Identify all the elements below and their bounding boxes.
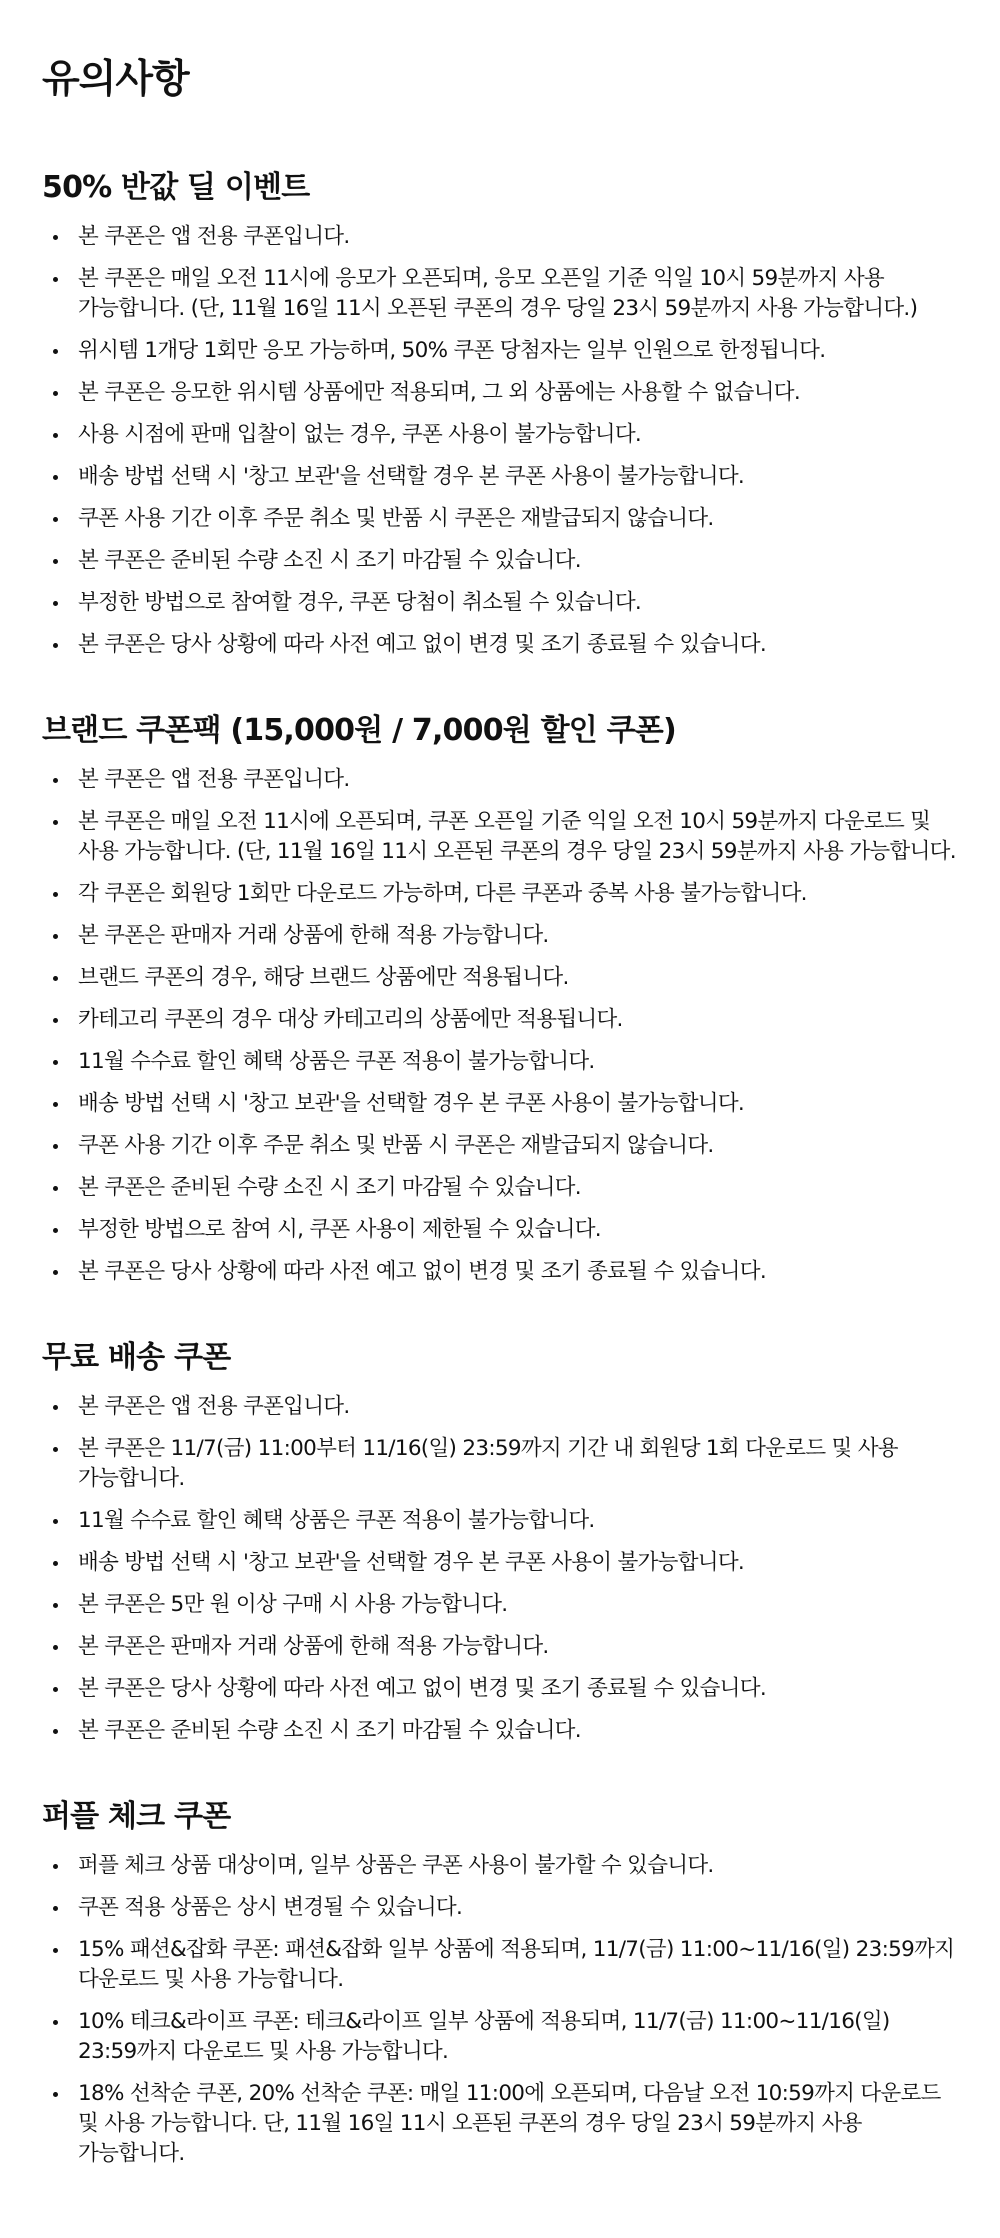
bullet-icon bbox=[53, 2092, 58, 2097]
notice-item-text: 본 쿠폰은 앱 전용 쿠폰입니다. bbox=[78, 224, 350, 249]
section-title: 브랜드 쿠폰팩 (15,000원 / 7,000원 할인 쿠폰) bbox=[42, 713, 676, 748]
bullet-icon bbox=[53, 1186, 58, 1191]
bullet-icon bbox=[53, 235, 58, 240]
bullet-icon bbox=[53, 1864, 58, 1869]
notice-item bbox=[42, 588, 958, 618]
notice-item-text: 본 쿠폰은 당사 상황에 따라 사전 예고 없이 변경 및 조기 종료될 수 있습니다. bbox=[78, 632, 766, 657]
bullet-icon bbox=[53, 934, 58, 939]
notice-item bbox=[42, 921, 958, 951]
bullet-icon bbox=[53, 433, 58, 438]
notice-item-text: 카테고리 쿠폰의 경우 대상 카테고리의 상품에만 적용됩니다. bbox=[78, 1007, 623, 1032]
bullet-icon bbox=[53, 1060, 58, 1065]
bullet-icon bbox=[53, 601, 58, 606]
notice-item-text: 본 쿠폰은 응모한 위시템 상품에만 적용되며, 그 외 상품에는 사용할 수 없습니다. bbox=[78, 380, 800, 405]
notice-item-text: 부정한 방법으로 참여 시, 쿠폰 사용이 제한될 수 있습니다. bbox=[78, 1217, 601, 1242]
notice-item bbox=[42, 504, 958, 534]
bullet-icon bbox=[53, 892, 58, 897]
notice-item-text: 본 쿠폰은 판매자 거래 상품에 한해 적용 가능합니다. bbox=[78, 1634, 549, 1659]
bullet-icon bbox=[53, 1102, 58, 1107]
bullet-icon bbox=[53, 1603, 58, 1608]
notice-item-text: 본 쿠폰은 준비된 수량 소진 시 조기 마감될 수 있습니다. bbox=[78, 548, 581, 573]
notice-list bbox=[42, 1851, 958, 2169]
bullet-icon bbox=[53, 2020, 58, 2025]
notice-item bbox=[42, 462, 958, 492]
notice-item bbox=[42, 1716, 958, 1746]
notice-item-text: 10% 테크&라이프 쿠폰: 테크&라이프 일부 상품에 적용되며, 11/7(금) 11:00~11/16(일) 23:59까지 다운로드 및 사용 가능합니다. bbox=[78, 2009, 890, 2064]
notice-item bbox=[42, 1632, 958, 1662]
notice-item bbox=[42, 336, 958, 366]
notice-item bbox=[42, 765, 958, 795]
notice-item-text: 본 쿠폰은 11/7(금) 11:00부터 11/16(일) 23:59까지 기간 내 회원당 1회 다운로드 및 사용 가능합니다. bbox=[78, 1436, 898, 1491]
notice-item bbox=[42, 1173, 958, 1203]
notice-item-text: 본 쿠폰은 당사 상황에 따라 사전 예고 없이 변경 및 조기 종료될 수 있습니다. bbox=[78, 1676, 766, 1701]
notice-item bbox=[42, 1434, 958, 1494]
notice-item-text: 본 쿠폰은 앱 전용 쿠폰입니다. bbox=[78, 767, 350, 792]
bullet-icon bbox=[53, 1948, 58, 1953]
notice-item bbox=[42, 879, 958, 909]
notice-item-text: 배송 방법 선택 시 '창고 보관'을 선택할 경우 본 쿠폰 사용이 불가능합니다. bbox=[78, 1091, 745, 1116]
notice-list bbox=[42, 1392, 958, 1746]
bullet-icon bbox=[53, 820, 58, 825]
notice-item-text: 각 쿠폰은 회원당 1회만 다운로드 가능하며, 다른 쿠폰과 중복 사용 불가능합니다. bbox=[78, 881, 807, 906]
notice-item bbox=[42, 1590, 958, 1620]
notice-item bbox=[42, 1674, 958, 1704]
bullet-icon bbox=[53, 391, 58, 396]
bullet-icon bbox=[53, 1687, 58, 1692]
notice-item bbox=[42, 630, 958, 660]
bullet-icon bbox=[53, 559, 58, 564]
notice-item-text: 브랜드 쿠폰의 경우, 해당 브랜드 상품에만 적용됩니다. bbox=[78, 965, 569, 990]
notice-item-text: 배송 방법 선택 시 '창고 보관'을 선택할 경우 본 쿠폰 사용이 불가능합니다. bbox=[78, 1550, 745, 1575]
bullet-icon bbox=[53, 1645, 58, 1650]
bullet-icon bbox=[53, 778, 58, 783]
notice-item bbox=[42, 1005, 958, 1035]
bullet-icon bbox=[53, 1270, 58, 1275]
notice-item-text: 본 쿠폰은 당사 상황에 따라 사전 예고 없이 변경 및 조기 종료될 수 있습니다. bbox=[78, 1259, 766, 1284]
notice-item bbox=[42, 1392, 958, 1422]
notice-section bbox=[42, 166, 958, 660]
notice-item-text: 부정한 방법으로 참여할 경우, 쿠폰 당첨이 취소될 수 있습니다. bbox=[78, 590, 642, 615]
notice-list bbox=[42, 222, 958, 660]
notice-item-text: 위시템 1개당 1회만 응모 가능하며, 50% 쿠폰 당첨자는 일부 인원으로 한정됩니다. bbox=[78, 338, 826, 363]
notice-item bbox=[42, 264, 958, 324]
bullet-icon bbox=[53, 277, 58, 282]
bullet-icon bbox=[53, 1018, 58, 1023]
bullet-icon bbox=[53, 475, 58, 480]
notice-section bbox=[42, 1336, 958, 1746]
bullet-icon bbox=[53, 643, 58, 648]
bullet-icon bbox=[53, 1729, 58, 1734]
notice-item-text: 쿠폰 적용 상품은 상시 변경될 수 있습니다. bbox=[78, 1895, 463, 1920]
notice-item-text: 11월 수수료 할인 혜택 상품은 쿠폰 적용이 불가능합니다. bbox=[78, 1049, 595, 1074]
bullet-icon bbox=[53, 349, 58, 354]
notice-item-text: 쿠폰 사용 기간 이후 주문 취소 및 반품 시 쿠폰은 재발급되지 않습니다. bbox=[78, 1133, 714, 1158]
notice-item bbox=[42, 2079, 958, 2169]
notice-item-text: 쿠폰 사용 기간 이후 주문 취소 및 반품 시 쿠폰은 재발급되지 않습니다. bbox=[78, 506, 714, 531]
notice-item bbox=[42, 1215, 958, 1245]
notice-item-text: 배송 방법 선택 시 '창고 보관'을 선택할 경우 본 쿠폰 사용이 불가능합니다. bbox=[78, 464, 745, 489]
notice-item-text: 본 쿠폰은 준비된 수량 소진 시 조기 마감될 수 있습니다. bbox=[78, 1175, 581, 1200]
section-title: 퍼플 체크 쿠폰 bbox=[42, 1799, 231, 1834]
notice-item-text: 사용 시점에 판매 입찰이 없는 경우, 쿠폰 사용이 불가능합니다. bbox=[78, 422, 642, 447]
notice-item bbox=[42, 1935, 958, 1995]
notice-sections bbox=[42, 166, 958, 2169]
bullet-icon bbox=[53, 1144, 58, 1149]
notice-item bbox=[42, 546, 958, 576]
notice-item-text: 본 쿠폰은 5만 원 이상 구매 시 사용 가능합니다. bbox=[78, 1592, 508, 1617]
bullet-icon bbox=[53, 517, 58, 522]
notice-item bbox=[42, 1257, 958, 1287]
notice-item bbox=[42, 2007, 958, 2067]
notice-item bbox=[42, 1506, 958, 1536]
notice-item-text: 15% 패션&잡화 쿠폰: 패션&잡화 일부 상품에 적용되며, 11/7(금) 11:00~11/16(일) 23:59까지 다운로드 및 사용 가능합니다. bbox=[78, 1937, 955, 1992]
notice-item bbox=[42, 420, 958, 450]
notice-list bbox=[42, 765, 958, 1287]
section-title: 50% 반값 딜 이벤트 bbox=[42, 170, 310, 205]
notice-item bbox=[42, 1548, 958, 1578]
bullet-icon bbox=[53, 976, 58, 981]
bullet-icon bbox=[53, 1405, 58, 1410]
bullet-icon bbox=[53, 1447, 58, 1452]
notice-item-text: 18% 선착순 쿠폰, 20% 선착순 쿠폰: 매일 11:00에 오픈되며, 다음날 오전 10:59까지 다운로드 및 사용 가능합니다. 단, 11월 16일 11시 오픈된 쿠폰의 경우 당일 23시 59분까지 사용 가능합니다. bbox=[78, 2081, 941, 2166]
bullet-icon bbox=[53, 1519, 58, 1524]
notice-item-text: 11월 수수료 할인 혜택 상품은 쿠폰 적용이 불가능합니다. bbox=[78, 1508, 595, 1533]
notice-item-text: 본 쿠폰은 매일 오전 11시에 오픈되며, 쿠폰 오픈일 기준 익일 오전 10시 59분까지 다운로드 및 사용 가능합니다. (단, 11월 16일 11시 오픈된 쿠폰의 경우 당일 23시 59분까지 사용 가능합니다. bbox=[78, 809, 956, 864]
notice-item-text: 본 쿠폰은 매일 오전 11시에 응모가 오픈되며, 응모 오픈일 기준 익일 10시 59분까지 사용 가능합니다. (단, 11월 16일 11시 오픈된 쿠폰의 경우 당일 23시 59분까지 사용 가능합니다.) bbox=[78, 266, 918, 321]
notice-item-text: 퍼플 체크 상품 대상이며, 일부 상품은 쿠폰 사용이 불가할 수 있습니다. bbox=[78, 1853, 714, 1878]
notice-item bbox=[42, 1131, 958, 1161]
bullet-icon bbox=[53, 1561, 58, 1566]
notice-item bbox=[42, 378, 958, 408]
notice-item-text: 본 쿠폰은 판매자 거래 상품에 한해 적용 가능합니다. bbox=[78, 923, 549, 948]
notice-item bbox=[42, 222, 958, 252]
notice-item bbox=[42, 963, 958, 993]
notice-item bbox=[42, 1851, 958, 1881]
bullet-icon bbox=[53, 1906, 58, 1911]
notice-item-text: 본 쿠폰은 앱 전용 쿠폰입니다. bbox=[78, 1394, 350, 1419]
notice-item bbox=[42, 807, 958, 867]
bullet-icon bbox=[53, 1228, 58, 1233]
notice-section bbox=[42, 1795, 958, 2169]
notice-section bbox=[42, 709, 958, 1287]
notice-item bbox=[42, 1089, 958, 1119]
notice-item-text: 본 쿠폰은 준비된 수량 소진 시 조기 마감될 수 있습니다. bbox=[78, 1718, 581, 1743]
page-title: 유의사항 bbox=[42, 57, 189, 102]
section-title: 무료 배송 쿠폰 bbox=[42, 1340, 231, 1375]
notice-item bbox=[42, 1893, 958, 1923]
notice-item bbox=[42, 1047, 958, 1077]
